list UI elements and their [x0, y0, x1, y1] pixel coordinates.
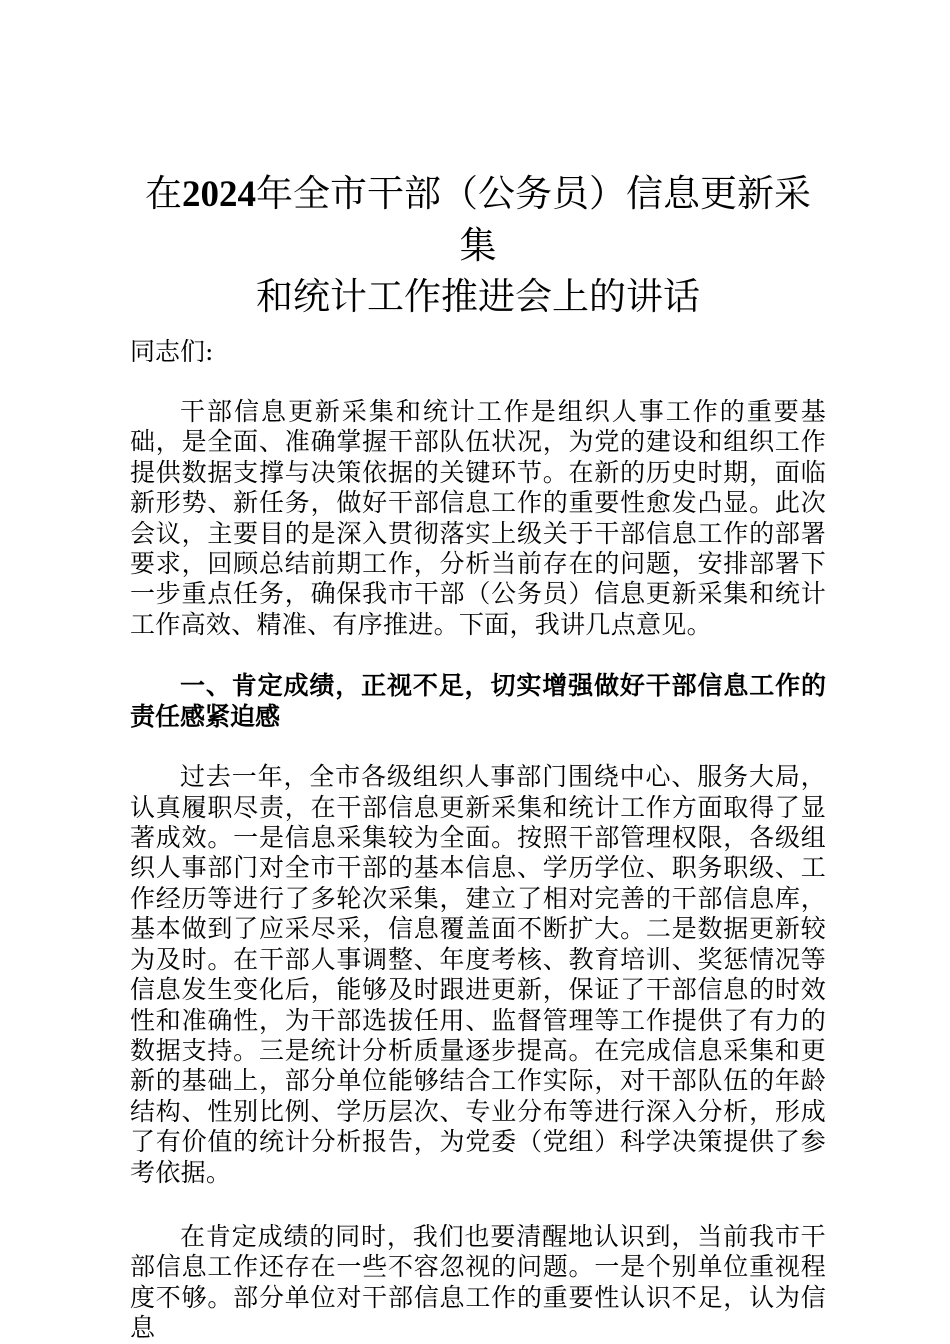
- salutation: 同志们:: [130, 337, 214, 366]
- title-prefix: 在: [145, 172, 182, 215]
- document-title: [130, 168, 826, 322]
- title-line1-rest: 年全市干部（公务员）信息更新采集: [256, 172, 811, 267]
- section-1-heading: 一、肯定成绩，正视不足，切实增强做好干部信息工作的责任感紧迫感: [130, 671, 826, 732]
- title-year: 2024: [182, 174, 256, 215]
- section-1-paragraph-1: 过去一年，全市各级组织人事部门围绕中心、服务大局，认真履职尽责，在干部信息更新采集和统计工作方面取得了显著成效。一是信息采集较为全面。按照干部管理权限，各级组织人事部门对全市干部的基本信息、学历学位、职务职级、工作经历等进行了多轮次采集，建立了相对完善的干部信息库，基本做到了应采尽采，信息覆盖面不断扩大。二是数据更新较为及时。在干部人事调整、年度考核、教育培训、奖惩情况等信息发生变化后，能够及时跟进更新，保证了干部信息的时效性和准确性，为干部选拔任用、监督管理等工作提供了有力的数据支持。三是统计分析质量逐步提高。在完成信息采集和更新的基础上，部分单位能够结合工作实际，对干部队伍的年龄结构、性别比例、学历层次、专业分布等进行深入分析，形成了有价值的统计分析报告，为党委（党组）科学决策提供了参考依据。: [130, 762, 826, 1187]
- document-page: [130, 168, 826, 1344]
- title-line2: 和统计工作推进会上的讲话: [256, 275, 700, 318]
- intro-paragraph: 干部信息更新采集和统计工作是组织人事工作的重要基础，是全面、准确掌握干部队伍状况，为党的建设和组织工作提供数据支撑与决策依据的关键环节。在新的历史时期，面临新形势、新任务，做好干部信息工作的重要性愈发凸显。此次会议，主要目的是深入贯彻落实上级关于干部信息工作的部署要求，回顾总结前期工作，分析当前存在的问题，安排部署下一步重点任务，确保我市干部（公务员）信息更新采集和统计工作高效、精准、有序推进。下面，我讲几点意见。: [130, 397, 826, 639]
- section-1-paragraph-2: 在肯定成绩的同时，我们也要清醒地认识到，当前我市干部信息工作还存在一些不容忽视的问题。一是个别单位重视程度不够。部分单位对干部信息工作的重要性认识不足，认为信息: [130, 1221, 826, 1343]
